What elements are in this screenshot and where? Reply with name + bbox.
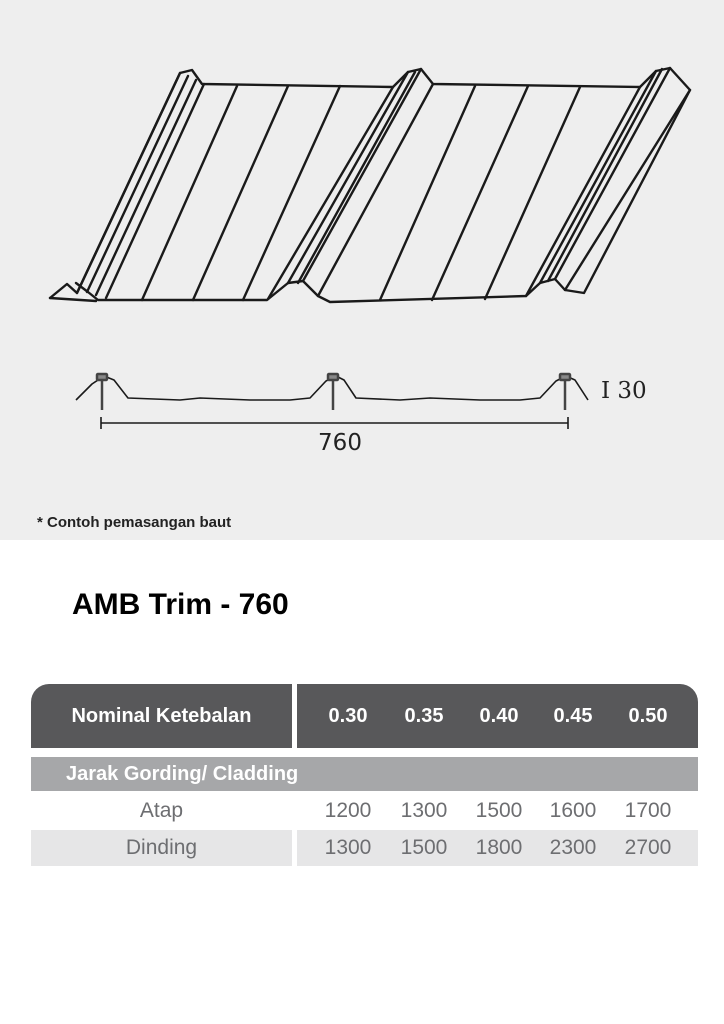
thickness-value: 0.40 <box>479 705 519 727</box>
thickness-value: 0.45 <box>553 705 593 727</box>
row-label: Dinding <box>125 836 198 859</box>
table-cell: 1300 <box>324 836 372 859</box>
table-cell: 1300 <box>400 799 448 822</box>
product-title: AMB Trim - 760 <box>72 588 289 621</box>
bolt-installation-footnote: * Contoh pemasangan baut <box>37 514 232 531</box>
header-thickness-values <box>297 684 698 748</box>
table-cell: 1700 <box>624 799 672 822</box>
table-row-atap <box>31 793 698 829</box>
table-cell: 1500 <box>475 799 523 822</box>
table-cell: 2300 <box>549 836 597 859</box>
thickness-value: 0.30 <box>328 705 368 727</box>
table-cell: 2700 <box>624 836 672 859</box>
thickness-value: 0.35 <box>404 705 444 727</box>
height-dimension-label: I 30 <box>601 378 647 404</box>
table-cell: 1200 <box>324 799 372 822</box>
width-dimension-label: 760 <box>318 430 362 456</box>
table-cell: 1500 <box>400 836 448 859</box>
thickness-value: 0.50 <box>628 705 668 727</box>
table-cell: 1600 <box>549 799 597 822</box>
table-cell: 1800 <box>475 836 523 859</box>
row-label: Atap <box>139 799 184 822</box>
section-label: Jarak Gording/ Cladding <box>66 763 299 785</box>
section-purlin-spacing <box>31 757 698 791</box>
row-divider <box>292 830 297 866</box>
row-divider <box>292 793 297 829</box>
header-nominal-thickness: Nominal Ketebalan <box>31 684 292 748</box>
table-row-dinding <box>31 830 698 866</box>
